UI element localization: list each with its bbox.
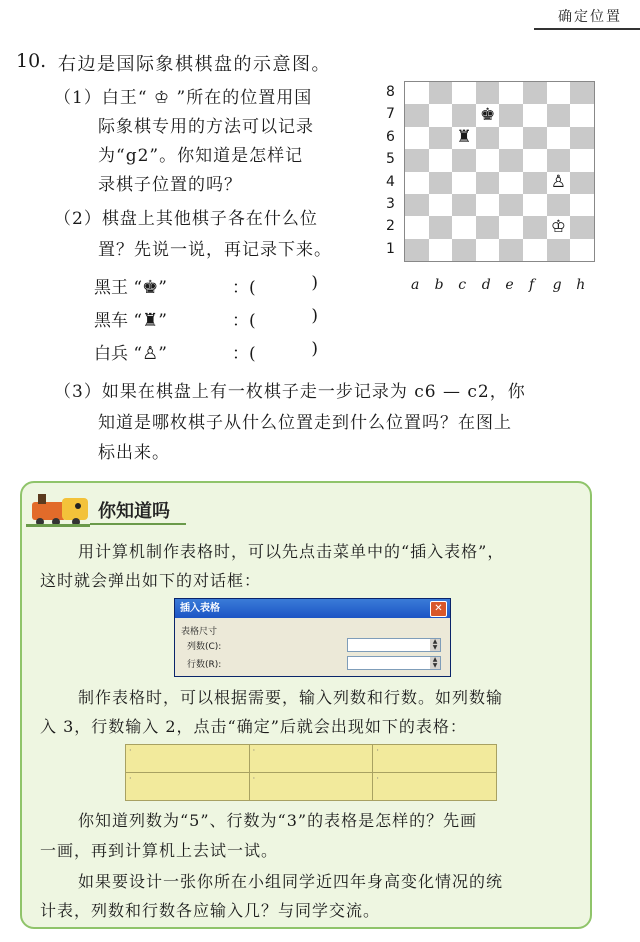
square-f5[interactable] [523, 149, 547, 171]
square-e5[interactable] [499, 149, 523, 171]
square-a1[interactable] [405, 239, 429, 261]
chessboard [404, 81, 595, 262]
square-d2[interactable] [476, 216, 500, 238]
spinner-icon[interactable]: ▲ ▼ [430, 639, 440, 651]
black-king-icon: ♚ [479, 105, 496, 126]
columns-label: 列数(C): [187, 642, 222, 652]
square-a7[interactable] [405, 104, 429, 126]
entry-label: 白兵 [94, 344, 128, 364]
square-g1[interactable] [547, 239, 571, 261]
sample-table [125, 744, 497, 801]
square-e1[interactable] [499, 239, 523, 261]
info-para3-line1: 你知道列数为“5”、行数为“3”的表格是怎样的？先画 [78, 811, 478, 830]
white-pawn-icon: ♙ [142, 343, 159, 364]
square-h7[interactable] [570, 104, 594, 126]
square-b4[interactable] [429, 172, 453, 194]
columns-input[interactable] [347, 638, 441, 652]
black-king-icon: ♚ [142, 277, 159, 298]
white-king-icon: ♔ [550, 217, 566, 238]
rank-label: 3 [386, 196, 395, 212]
square-a8[interactable] [405, 82, 429, 104]
square-g7[interactable] [547, 104, 571, 126]
table-cell[interactable] [373, 745, 497, 773]
square-b2[interactable] [429, 216, 453, 238]
info-badge-title: 你知道吗 [98, 501, 170, 522]
square-b8[interactable] [429, 82, 453, 104]
entry-white-pawn: 白兵 “♙” ：( ) [94, 339, 318, 364]
part3-line3: 标出来。 [98, 443, 170, 463]
insert-table-dialog [174, 598, 451, 677]
info-para4-line2: 计表，列数和行数各应输入几？与同学交流。 [40, 901, 381, 920]
info-para4-line1: 如果要设计一张你所在小组同学近四年身高变化情况的统 [78, 872, 504, 891]
square-d7[interactable] [476, 104, 500, 126]
file-label: e [505, 277, 514, 293]
square-c7[interactable] [452, 104, 476, 126]
square-h5[interactable] [570, 149, 594, 171]
square-h2[interactable] [570, 216, 594, 238]
square-f1[interactable] [523, 239, 547, 261]
square-h1[interactable] [570, 239, 594, 261]
square-h4[interactable] [570, 172, 594, 194]
square-g3[interactable] [547, 194, 571, 216]
part2-line2: 置？先说一说，再记录下来。 [98, 240, 332, 260]
info-para1-line1: 用计算机制作表格时，可以先点击菜单中的“插入表格”， [78, 542, 505, 561]
cell-marker: · [129, 774, 132, 783]
table-cell[interactable] [373, 773, 497, 801]
square-f2[interactable] [523, 216, 547, 238]
square-e4[interactable] [499, 172, 523, 194]
square-c3[interactable] [452, 194, 476, 216]
info-para2-line1: 制作表格时，可以根据需要，输入列数和行数。如列数输 [78, 688, 504, 707]
entry-black-rook: 黑车 “♜” ：( ) [94, 306, 318, 331]
part1-line4: 录棋子位置的吗？ [98, 175, 242, 195]
part3-line2: 知道是哪枚棋子从什么位置走到什么位置吗？在图上 [98, 413, 512, 433]
part1-line1: （1）白王“ ♔ ”所在的位置用国 [54, 88, 313, 108]
cell-marker: · [376, 746, 379, 755]
rank-label: 5 [386, 151, 395, 168]
square-c6[interactable] [452, 127, 476, 149]
square-g6[interactable] [547, 127, 571, 149]
square-g2[interactable] [547, 216, 571, 238]
square-e2[interactable] [499, 216, 523, 238]
spinner-icon[interactable]: ▲ ▼ [430, 657, 440, 669]
rank-label: 6 [386, 128, 395, 145]
square-c2[interactable] [452, 216, 476, 238]
table-cell[interactable] [249, 745, 373, 773]
file-label: h [576, 277, 586, 293]
square-a3[interactable] [405, 194, 429, 216]
question-number: 10. [16, 50, 47, 72]
square-a4[interactable] [405, 172, 429, 194]
dialog-titlebar [175, 599, 450, 618]
part1-line3: 为“g2”。你知道是怎样记 [98, 146, 304, 166]
badge-underline [90, 523, 186, 525]
square-f7[interactable] [523, 104, 547, 126]
rank-label: 8 [386, 84, 395, 100]
table-row [126, 773, 497, 801]
square-e6[interactable] [499, 127, 523, 149]
file-label: d [481, 277, 491, 293]
rank-label: 7 [386, 106, 395, 123]
square-b3[interactable] [429, 194, 453, 216]
rank-label: 1 [386, 240, 395, 257]
cell-marker: · [252, 774, 256, 783]
rows-label: 行数(R): [187, 660, 222, 670]
info-para2-line2: 入 3，行数输入 2，点击“确定”后就会出现如下的表格： [40, 717, 467, 736]
square-g4[interactable] [547, 172, 571, 194]
part1-line2: 际象棋专用的方法可以记录 [98, 117, 314, 137]
square-e3[interactable] [499, 194, 523, 216]
file-label: f [529, 277, 535, 293]
file-label: b [434, 277, 444, 293]
square-f8[interactable] [523, 82, 547, 104]
square-a6[interactable] [405, 127, 429, 149]
square-c4[interactable] [452, 172, 476, 194]
entry-black-king: 黑王 “♚” ：( ) [94, 273, 318, 298]
square-a5[interactable] [405, 149, 429, 171]
rank-label: 2 [386, 218, 395, 235]
square-b1[interactable] [429, 239, 453, 261]
square-d3[interactable] [476, 194, 500, 216]
info-para3-line2: 一画，再到计算机上去试一试。 [40, 841, 279, 860]
rows-input[interactable] [347, 656, 441, 670]
square-f3[interactable] [523, 194, 547, 216]
square-d5[interactable] [476, 149, 500, 171]
question-title: 右边是国际象棋棋盘的示意图。 [58, 54, 331, 75]
rank-label: 4 [386, 173, 395, 190]
cell-marker: · [129, 746, 132, 755]
file-label: c [458, 277, 467, 293]
square-c5[interactable] [452, 149, 476, 171]
square-d1[interactable] [476, 239, 500, 261]
black-rook-icon: ♜ [456, 127, 472, 148]
square-g8[interactable] [547, 82, 571, 104]
square-e7[interactable] [499, 104, 523, 126]
table-cell[interactable] [126, 773, 250, 801]
dialog-group-label: 表格尺寸 [181, 627, 218, 637]
file-label: a [411, 277, 420, 293]
page-header-title: 确定位置 [558, 9, 622, 25]
square-f4[interactable] [523, 172, 547, 194]
square-d6[interactable] [476, 127, 500, 149]
white-pawn-icon: ♙ [550, 172, 566, 193]
square-c1[interactable] [452, 239, 476, 261]
table-row [126, 745, 497, 773]
entry-label: 黑车 [94, 311, 128, 331]
square-b5[interactable] [429, 149, 453, 171]
table-cell[interactable] [126, 745, 250, 773]
table-cell[interactable] [249, 773, 373, 801]
black-rook-icon: ♜ [142, 310, 159, 331]
square-a2[interactable] [405, 216, 429, 238]
entry-label: 黑王 [94, 278, 128, 298]
part2-line1: （2）棋盘上其他棋子各在什么位 [54, 209, 318, 229]
header-rule [534, 28, 640, 30]
square-h3[interactable] [570, 194, 594, 216]
square-h6[interactable] [570, 127, 594, 149]
square-b6[interactable] [429, 127, 453, 149]
close-icon[interactable]: ✕ [430, 601, 447, 617]
file-label: g [552, 277, 562, 293]
square-h8[interactable] [570, 82, 594, 104]
info-para1-line2: 这时就会弹出如下的对话框： [40, 571, 262, 590]
square-b7[interactable] [429, 104, 453, 126]
square-d4[interactable] [476, 172, 500, 194]
dialog-title: 插入表格 [180, 603, 220, 614]
square-g5[interactable] [547, 149, 571, 171]
cell-marker: · [252, 746, 256, 755]
square-d8[interactable] [476, 82, 500, 104]
square-e8[interactable] [499, 82, 523, 104]
square-f6[interactable] [523, 127, 547, 149]
part3-line1: （3）如果在棋盘上有一枚棋子走一步记录为 c6 — c2，你 [54, 382, 526, 402]
cell-marker: · [376, 774, 379, 783]
square-c8[interactable] [452, 82, 476, 104]
